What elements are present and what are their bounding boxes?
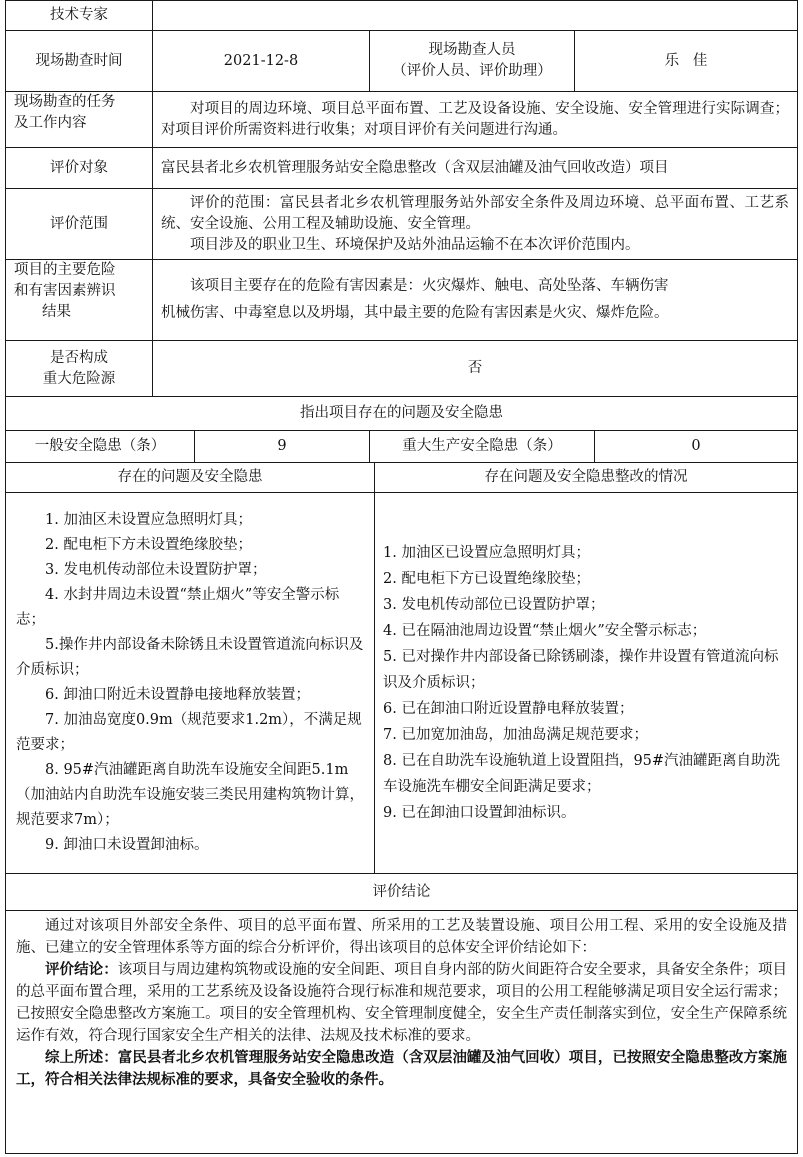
task-label-line2: 及工作内容: [14, 115, 87, 131]
survey-time-label: 现场勘查时间: [35, 52, 123, 69]
hazard-label-line1: 项目的主要危险: [14, 262, 116, 278]
rectify-item: 1. 加油区已设置应急照明灯具；: [383, 545, 590, 561]
scope-label-cell: [5, 188, 153, 260]
issue-item: 5.操作井内部设备未除锈且未设置管道流向标识及介质标识；: [16, 637, 364, 678]
survey-time-value-cell: [152, 30, 370, 92]
major-source-value: 否: [467, 360, 483, 376]
conclusion-header: 评价结论: [372, 883, 431, 900]
scope-label: 评价范围: [50, 215, 108, 232]
rectify-column-header-cell: [374, 462, 798, 493]
general-hazard-value-cell: [194, 430, 370, 463]
scope-text-2: 项目涉及的职业卫生、环境保护及站外油品运输不在本次评价范围内。: [190, 236, 640, 253]
scope-text-1: 评价的范围：富民县者北乡农机管理服务站外部安全条件及周边环境、总平面布置、工艺系统、安全设施、公用工程及辅助设施、安全管理。: [161, 194, 789, 232]
object-label: 评价对象: [50, 159, 108, 176]
issue-item: 1. 加油区未设置应急照明灯具；: [45, 512, 252, 528]
rectify-item: 4. 已在隔油池周边设置“禁止烟火”安全警示标志；: [383, 623, 707, 639]
major-hazard-label: 重大生产安全隐患（条）: [402, 438, 562, 454]
issue-item: 8. 95#汽油罐距离自助洗车设施安全间距5.1m（加油站内自助洗车设施安装三类民用建构筑物计算，规范要求7m）；: [16, 762, 364, 828]
task-label-cell: [5, 91, 153, 148]
rectify-list-cell: [374, 492, 798, 874]
rectify-item: 2. 配电柜下方已设置绝缘胶垫；: [383, 571, 590, 587]
survey-person-value-cell: [574, 30, 798, 92]
general-hazard-value: 9: [277, 438, 287, 454]
major-hazard-value-cell: [594, 430, 798, 463]
issues-list-cell: [5, 492, 375, 874]
survey-person-label-cell: [369, 30, 575, 92]
hazard-text-2: 机械伤害、中毒窒息以及坍塌，其中最主要的危险有害因素是火灾、爆炸危险。: [161, 305, 669, 321]
issue-item: 4. 水封井周边未设置“禁止烟火”等安全警示标志；: [16, 587, 340, 628]
task-label-line1: 现场勘查的任务: [14, 94, 116, 110]
conclusion-eval: [16, 959, 787, 1047]
expert-label: 技术专家: [50, 7, 108, 23]
major-source-label-cell: [5, 340, 153, 397]
issues-column-header: 存在的问题及安全隐患: [117, 469, 263, 485]
expert-value-cell: [152, 0, 798, 31]
issue-item: 6. 卸油口附近未设置静电接地释放装置；: [45, 687, 310, 703]
conclusion-header-cell: [5, 873, 798, 911]
rectify-item: 7. 已加宽加油岛，加油岛满足规范要求；: [383, 727, 648, 743]
issues-column-header-cell: [5, 462, 375, 493]
task-text-cell: [152, 91, 798, 148]
conclusion-summary: 综上所述：富民县者北乡农机管理服务站安全隐患改造（含双层油罐及油气回收）项目，已按照安全隐患整改方案施工，符合相关法律法规标准的要求，具备安全验收的条件。: [16, 1049, 787, 1088]
expert-label-cell: [5, 0, 153, 31]
major-source-value-cell: [152, 340, 798, 397]
object-text-cell: [152, 147, 798, 189]
rectify-item: 9. 已在卸油口设置卸油标识。: [383, 805, 576, 821]
object-text: 富民县者北乡农机管理服务站安全隐患整改（含双层油罐及油气回收改造）项目: [161, 159, 669, 176]
survey-person-label-line1: 现场勘查人员: [428, 42, 516, 58]
hazard-label-line3: 结果: [42, 304, 71, 320]
general-hazard-label-cell: [5, 430, 195, 463]
conclusion-eval-text: 该项目与周边建构筑物或设施的安全间距、项目自身内部的防火间距符合安全要求，具备安全条件；项目的总平面布置合理，采用的工艺系统及设备设施符合现行标准和规范要求，项目的公用工程能够满足项目安全运行需求；已按照安全隐患整改方案施工。项目的安全管理机构、安全管理制度健全，安全生产责任制落实到位，安全生产保障系统运作有效，符合现行国家安全生产相关的法律、法规及技术标准的要求。: [16, 962, 787, 1044]
task-text: 对项目的周边环境、项目总平面布置、工艺及设备设施、安全设施、安全管理进行实际调查；对项目评价所需资料进行收集；对项目评价有关问题进行沟通。: [161, 100, 789, 138]
rectify-item: 6. 已在卸油口附近设置静电释放装置；: [383, 701, 634, 717]
hazard-text-cell: [152, 259, 798, 341]
major-hazard-value: 0: [691, 438, 701, 454]
issues-header-cell: [5, 396, 798, 431]
general-hazard-label: 一般安全隐患（条）: [34, 438, 166, 454]
major-source-label-line1: 是否构成: [50, 349, 108, 366]
survey-time-value: 2021-12-8: [223, 52, 299, 69]
hazard-label-cell: [5, 259, 153, 341]
hazard-text-1: 该项目主要存在的危险有害因素是：火灾爆炸、触电、高处坠落、车辆伤害: [190, 278, 669, 294]
issues-header: 指出项目存在的问题及安全隐患: [300, 405, 503, 421]
survey-person-label-line2: （评价人员、评价助理）: [392, 63, 552, 79]
survey-person-value: 乐 佳: [664, 52, 708, 69]
rectify-item: 8. 已在自助洗车设施轨道上设置阻挡，95#汽油罐距离自助洗车设施洗车棚安全间距满足要求；: [383, 753, 781, 795]
conclusion-intro: 通过对该项目外部安全条件、项目的总平面布置、所采用的工艺及装置设施、项目公用工程、采用的安全设施及措施、已建立的安全管理体系等方面的综合分析评价，得出该项目的总体安全评价结论如下：: [16, 918, 787, 956]
scope-text-cell: [152, 188, 798, 260]
hazard-label-line2: 和有害因素辨识: [14, 283, 116, 299]
issue-item: 9. 卸油口未设置卸油标。: [45, 837, 209, 853]
issue-item: 3. 发电机传动部位未设置防护罩；: [45, 562, 267, 578]
major-source-label-line2: 重大危险源: [42, 370, 116, 387]
issue-item: 7. 加油岛宽度0.9m（规范要求1.2m），不满足规范要求；: [16, 712, 362, 753]
issue-item: 2. 配电柜下方未设置绝缘胶垫；: [45, 537, 252, 553]
survey-time-label-cell: [5, 30, 153, 92]
conclusion-eval-label: 评价结论：: [45, 961, 118, 978]
object-label-cell: [5, 147, 153, 189]
major-hazard-label-cell: [369, 430, 595, 463]
rectify-item: 3. 发电机传动部位已设置防护罩；: [383, 597, 605, 613]
conclusion-body-cell: [5, 910, 798, 1154]
rectify-item: 5. 已对操作井内部设备已除锈刷漆，操作井设置有管道流向标识及介质标识；: [383, 649, 779, 691]
rectify-column-header: 存在问题及安全隐患整改的情况: [484, 469, 688, 485]
